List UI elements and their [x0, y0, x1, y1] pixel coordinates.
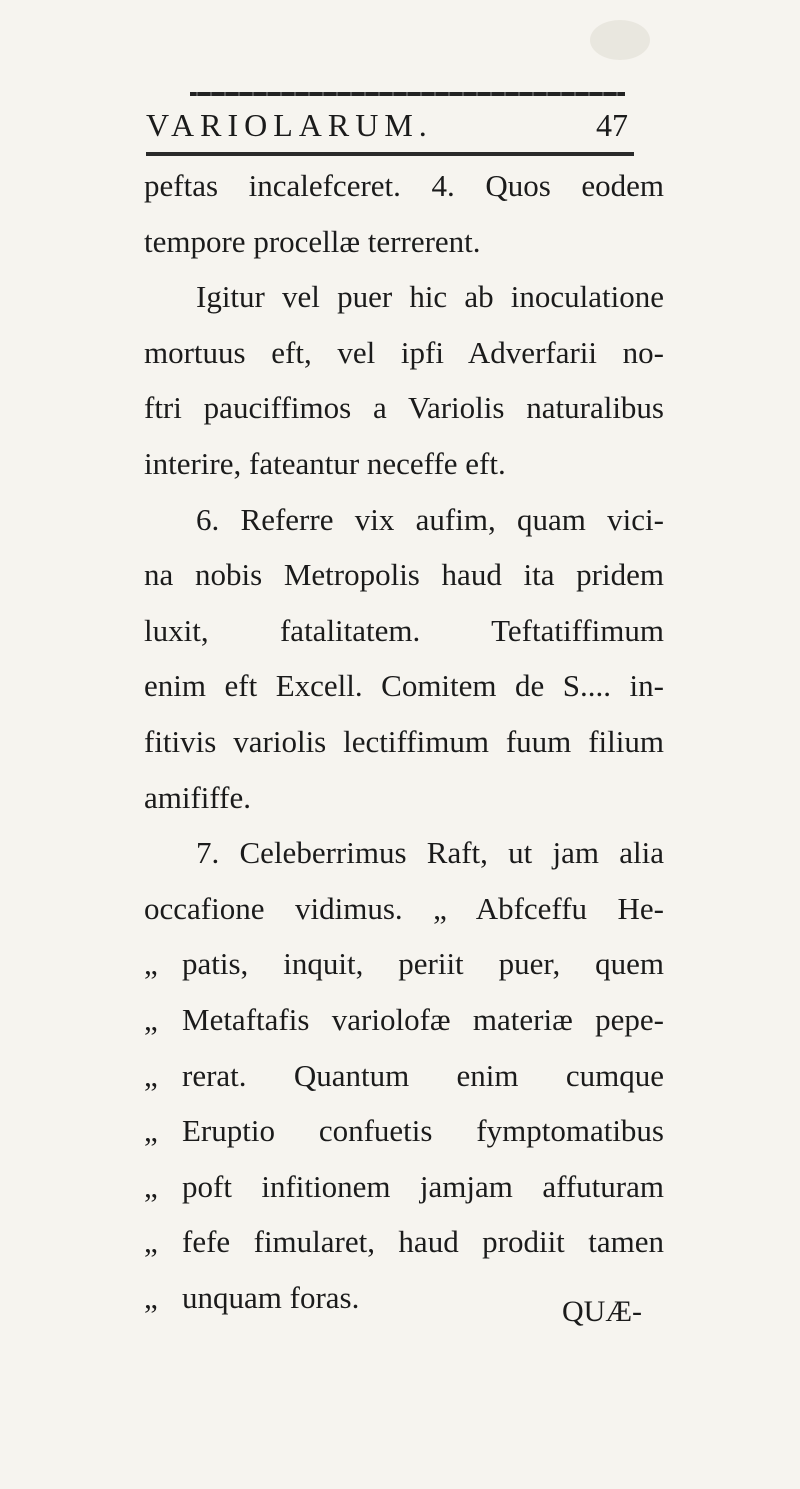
text-line: „ fefe fimularet, haud prodiit tamen — [144, 1214, 664, 1270]
quote-mark: „ — [144, 1279, 158, 1315]
text-line: „ patis, inquit, periit puer, quem — [144, 936, 664, 992]
text-line: Igitur vel puer hic ab inoculatione — [196, 279, 664, 315]
text-line: occafione vidimus. „ Abfceffu He- — [144, 890, 664, 926]
quote-mark: „ — [144, 1113, 158, 1149]
text-line: luxit, fatalitatem. Teftatiffimum — [144, 612, 664, 648]
text-line: ftri pauciffimos a Variolis naturalibus — [144, 390, 664, 426]
text-line: enim eft Excell. Comitem de S.... in- — [144, 668, 664, 704]
text-line: „ poft infitionem jamjam affuturam — [144, 1159, 664, 1215]
header-rule-top — [190, 92, 625, 96]
text-line: „ Eruptio confuetis fymptomatibus — [144, 1103, 664, 1159]
text-line: amififfe. — [144, 779, 252, 815]
text-line: fitivis variolis lectiffimum fuum filium — [144, 723, 664, 759]
quote-mark: „ — [144, 1001, 158, 1037]
text-line: 6. Referre vix aufim, quam vici- — [196, 501, 664, 537]
header-rule-bottom — [146, 152, 634, 156]
paper-stain — [590, 20, 650, 60]
text-line: interire, fateantur neceffe eft. — [144, 445, 506, 481]
running-title: VARIOLARUM. — [146, 107, 433, 143]
quote-mark: „ — [144, 1224, 158, 1260]
text-line: tempore procellæ terrerent. — [144, 223, 481, 259]
catchword: QUÆ- — [562, 1295, 642, 1328]
text-line: „ Metaftafis variolofæ materiæ pepe- — [144, 992, 664, 1048]
quote-mark: „ — [144, 1057, 158, 1093]
running-head — [146, 100, 634, 150]
text-line: „ unquam foras. — [144, 1270, 664, 1326]
body-text — [144, 158, 664, 1325]
text-line: mortuus eft, vel ipfi Adverfarii no- — [144, 334, 664, 370]
text-line: na nobis Metropolis haud ita pridem — [144, 557, 664, 593]
quote-mark: „ — [144, 1168, 158, 1204]
text-line: „ rerat. Quantum enim cumque — [144, 1048, 664, 1104]
text-line: 7. Celeberrimus Raft, ut jam alia — [196, 835, 664, 871]
quote-mark: „ — [144, 946, 158, 982]
text-line: peftas incalefceret. 4. Quos eodem — [144, 168, 664, 203]
page-number: 47 — [596, 107, 628, 143]
